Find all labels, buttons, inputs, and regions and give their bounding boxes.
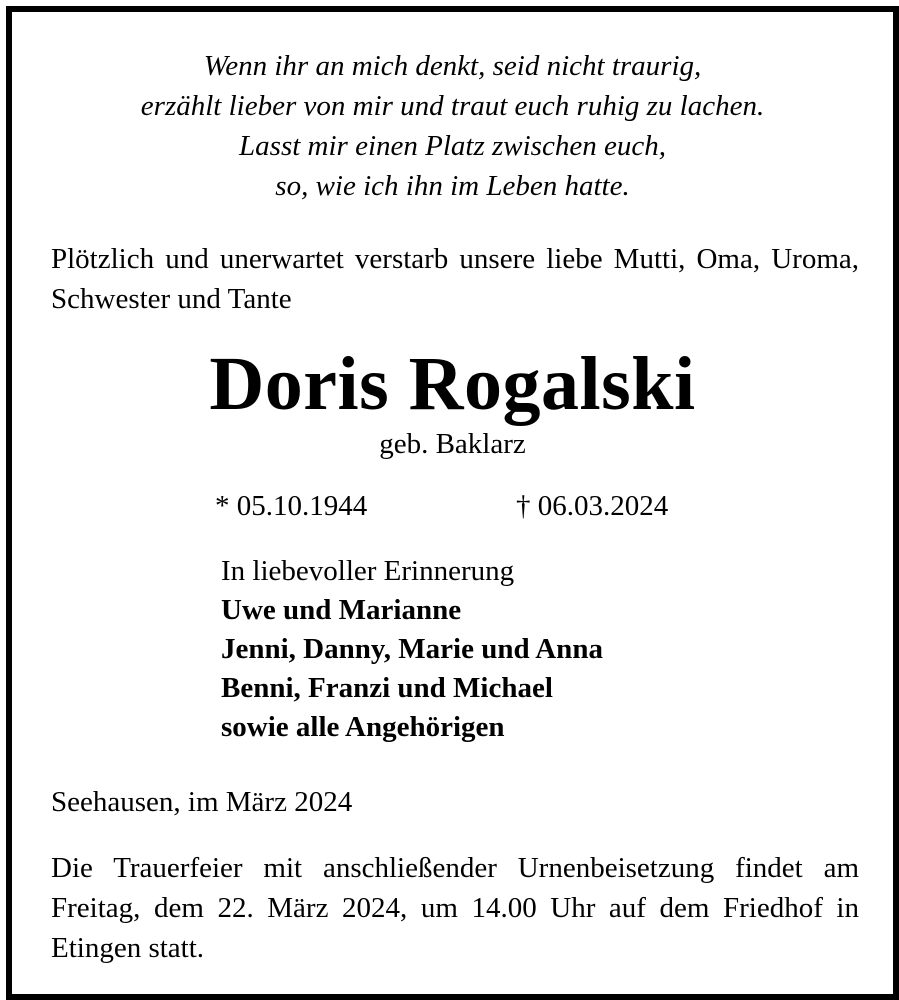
- poem-line: Lasst mir einen Platz zwischen euch,: [239, 130, 666, 162]
- service-info: Die Trauerfeier mit anschließender Urnenbeisetzung findet am Freitag, dem 22. März 2024, um 14.00 Uhr auf dem Friedhof in Etingen statt.: [51, 852, 859, 964]
- mourner-line: sowie alle Angehörigen: [221, 711, 505, 743]
- place-date: Seehausen, im März 2024: [51, 786, 353, 818]
- mourner-line: Jenni, Danny, Marie und Anna: [221, 633, 603, 665]
- poem: [12, 46, 893, 206]
- obituary-content: [12, 12, 893, 994]
- poem-line: Wenn ihr an mich denkt, seid nicht traurig,: [203, 50, 702, 82]
- poem-line: so, wie ich ihn im Leben hatte.: [275, 170, 630, 202]
- deceased-name: Doris Rogalski: [209, 342, 696, 426]
- obituary-frame: [6, 6, 899, 1000]
- intro-text: Plötzlich und unerwartet verstarb unsere liebe Mutti, Oma, Uroma, Schwester und Tante: [51, 243, 859, 315]
- mourner-line: Benni, Franzi und Michael: [221, 672, 553, 704]
- mourners-heading: In liebevoller Erinnerung: [221, 555, 515, 587]
- poem-line: erzählt lieber von mir und traut euch ruhig zu lachen.: [140, 90, 765, 122]
- maiden-name: geb. Baklarz: [379, 428, 526, 460]
- birth-date: * 05.10.1944: [215, 490, 368, 522]
- mourner-line: Uwe und Marianne: [221, 594, 462, 626]
- mourners-block: [221, 552, 603, 747]
- death-date: † 06.03.2024: [516, 490, 669, 522]
